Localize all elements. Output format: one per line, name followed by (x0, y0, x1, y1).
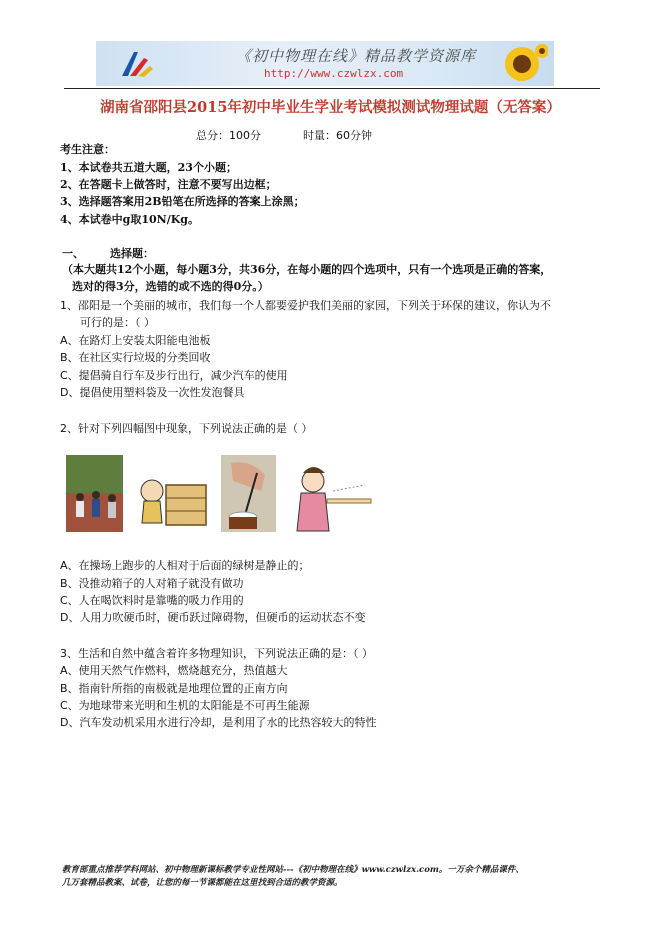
question-option: A、在操场上跑步的人相对于后面的绿树是静止的； (60, 559, 310, 572)
question-option: B、指南针所指的南极就是地理位置的正南方向 (60, 682, 288, 695)
footer-line: 教育部重点推荐学科网站、初中物理新课标教学专业性网站---《初中物理在线》www.czwlzx.com。一万余个精品课件、 (62, 865, 524, 875)
question-stem: 1、邵阳是一个美丽的城市，我们每一个人都要爱护我们美丽的家园，下列关于环保的建议，你认为不 (60, 299, 551, 312)
notice-heading: 考生注意： (60, 143, 115, 156)
drinking-straw-image (221, 455, 276, 532)
question-stem: 可行的是：（ ） (80, 316, 155, 329)
header-banner (96, 41, 554, 86)
question-option: D、人用力吹硬币时，硬币跃过障碍物，但硬币的运动状态不变 (60, 611, 366, 624)
banner-url[interactable]: http://www.czwlzx.com (264, 67, 404, 80)
notice-item: 2、在答题卡上做答时，注意不要写出边框； (60, 178, 277, 191)
time-limit: 时量：60分钟 (303, 129, 372, 142)
section-name: 选择题： (110, 247, 154, 260)
pushing-box-image (134, 455, 210, 532)
question-option: D、提倡使用塑料袋及一次性发泡餐具 (60, 386, 245, 399)
question-option: B、在社区实行垃圾的分类回收 (60, 351, 211, 364)
notice-item: 4、本试卷中g取10N/Kg。 (60, 213, 199, 226)
question-stem: 2、针对下列四幅图中现象，下列说法正确的是（ ） (60, 422, 313, 435)
question-stem: 3、生活和自然中蕴含着许多物理知识，下列说法正确的是：（ ） (60, 647, 373, 660)
footer-line: 几万套精品教案、试卷，让您的每一节课都能在这里找到合适的教学资源。 (62, 878, 343, 888)
question-option: C、提倡骑自行车及步行出行，减少汽车的使用 (60, 369, 288, 382)
site-logo-icon (118, 46, 156, 82)
total-score: 总分：100分 (196, 129, 261, 142)
question-option: C、人在喝饮料时是靠嘴的吸力作用的 (60, 594, 244, 607)
section-instruction: （本大题共12个小题，每小题3分，共36分，在每小题的四个选项中，只有一个选项是正确的答案， (62, 263, 552, 276)
notice-item: 1、本试卷共五道大题，23个小题； (60, 161, 237, 174)
document-title: 湖南省邵阳县2015年初中毕业生学业考试模拟测试物理试题（无答案） (100, 99, 561, 116)
page-footer (62, 864, 602, 890)
section-instruction: 选对的得3分，选错的或不选的得0分。） (72, 280, 269, 293)
blowing-coin-image (293, 455, 373, 532)
question-option: A、在路灯上安装太阳能电池板 (60, 334, 211, 347)
question-option: D、汽车发动机采用水进行冷却，是利用了水的比热容较大的特性 (60, 716, 377, 729)
running-track-image (66, 455, 123, 532)
question-option: A、使用天然气作燃料，燃烧越充分，热值越大 (60, 664, 288, 677)
sunflower-icon (496, 43, 548, 85)
notice-item: 3、选择题答案用2B铅笔在所选择的答案上涂黑； (60, 195, 305, 208)
section-heading (62, 245, 154, 261)
section-number: 一、 (62, 247, 84, 260)
question-option: B、没推动箱子的人对箱子就没有做功 (60, 577, 244, 590)
question-option: C、为地球带来光明和生机的太阳能是不可再生能源 (60, 699, 310, 712)
banner-title: 《初中物理在线》精品教学资源库 (236, 47, 477, 65)
header-divider (64, 88, 600, 89)
